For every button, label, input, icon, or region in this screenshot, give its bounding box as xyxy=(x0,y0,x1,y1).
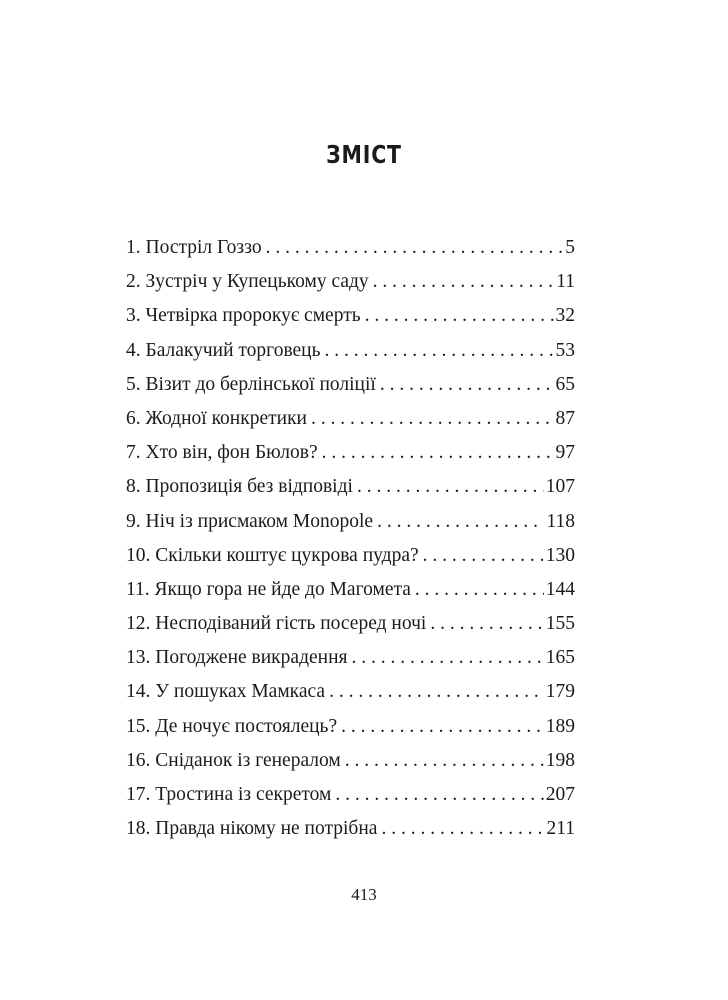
toc-entry-page: 65 xyxy=(555,373,575,395)
dot-leader xyxy=(381,818,544,840)
toc-entry xyxy=(126,408,575,442)
toc-entry xyxy=(126,545,575,579)
toc-entry-title: 11. Якщо гора не йде до Магомета xyxy=(126,578,411,600)
toc-entry-title: 9. Ніч із присмаком Monopole xyxy=(126,510,374,532)
toc-entry-title: 2. Зустріч у Купецькому саду xyxy=(126,271,369,293)
dot-leader xyxy=(322,442,554,464)
toc-entry xyxy=(126,305,575,339)
page-number: 413 xyxy=(351,885,377,904)
toc-entry-page: 144 xyxy=(545,578,575,600)
toc-entry xyxy=(126,750,575,784)
toc-entry xyxy=(126,818,575,852)
toc-entry xyxy=(126,374,575,408)
toc-entry-page: 11 xyxy=(556,271,575,293)
toc-entry-page: 87 xyxy=(555,407,575,429)
toc-entry xyxy=(126,716,575,750)
dot-leader xyxy=(415,579,544,601)
dot-leader xyxy=(345,750,544,772)
toc-entry xyxy=(126,613,575,647)
dot-leader xyxy=(377,511,544,533)
toc-entry-title: 5. Візит до берлінської поліції xyxy=(126,373,376,395)
toc-entry xyxy=(126,647,575,681)
toc-entry-page: 97 xyxy=(555,442,575,464)
dot-leader xyxy=(357,476,544,498)
toc-entry xyxy=(126,271,575,305)
toc-entry xyxy=(126,579,575,613)
toc-entry-title: 12. Несподіваний гість посеред ночі xyxy=(126,613,427,635)
toc-entry-page: 130 xyxy=(545,544,575,566)
toc-entry xyxy=(126,784,575,818)
toc-entry-title: 14. У пошуках Мамкаса xyxy=(126,681,326,703)
dot-leader xyxy=(325,340,554,362)
page-title: ЗМІСТ xyxy=(326,140,402,169)
toc-entry-title: 3. Четвірка пророкує смерть xyxy=(126,305,361,327)
toc-entry-title: 8. Пропозиція без відповіді xyxy=(126,476,353,498)
dot-leader xyxy=(365,305,554,327)
toc-entry xyxy=(126,237,575,271)
dot-leader xyxy=(335,784,543,806)
toc-entry-page: 165 xyxy=(545,647,575,669)
toc-entry-title: 17. Тростина із секретом xyxy=(126,784,332,805)
toc-entry-page: 207 xyxy=(545,784,575,805)
dot-leader xyxy=(380,374,554,396)
toc-entry-title: 16. Сніданок із генералом xyxy=(126,749,341,771)
dot-leader xyxy=(430,613,543,635)
toc-entry-title: 1. Постріл Гоззо xyxy=(126,237,262,258)
toc-entry-title: 15. Де ночує постоялець? xyxy=(126,715,338,737)
toc-entry-title: 6. Жодної конкретики xyxy=(126,407,307,429)
toc-entry-page: 107 xyxy=(545,476,575,498)
toc-entry-page: 5 xyxy=(565,237,575,258)
toc-entry-page: 189 xyxy=(545,715,575,737)
table-of-contents xyxy=(126,237,575,852)
toc-entry-title: 10. Скільки коштує цукрова пудра? xyxy=(126,544,419,566)
dot-leader xyxy=(266,237,564,259)
toc-entry-title: 7. Хто він, фон Бюлов? xyxy=(126,442,318,464)
toc-entry xyxy=(126,511,575,545)
toc-entry-title: 18. Правда нікому не потрібна xyxy=(126,818,378,840)
dot-leader xyxy=(329,681,544,703)
dot-leader xyxy=(373,271,555,293)
toc-entry-page: 155 xyxy=(545,613,575,635)
toc-entry-page: 198 xyxy=(545,749,575,771)
toc-entry xyxy=(126,476,575,510)
toc-entry-title: 13. Погоджене викрадення xyxy=(126,647,348,669)
toc-entry-page: 211 xyxy=(546,818,575,840)
dot-leader xyxy=(311,408,554,430)
toc-entry-page: 53 xyxy=(555,339,575,361)
dot-leader xyxy=(341,716,544,738)
dot-leader xyxy=(423,545,544,567)
dot-leader xyxy=(351,647,543,669)
toc-entry-title: 4. Балакучий торговець xyxy=(126,339,321,361)
toc-entry-page: 32 xyxy=(555,305,575,327)
toc-entry xyxy=(126,340,575,374)
toc-entry-page: 118 xyxy=(546,510,575,532)
toc-entry xyxy=(126,442,575,476)
toc-entry-page: 179 xyxy=(545,681,575,703)
toc-entry xyxy=(126,681,575,715)
